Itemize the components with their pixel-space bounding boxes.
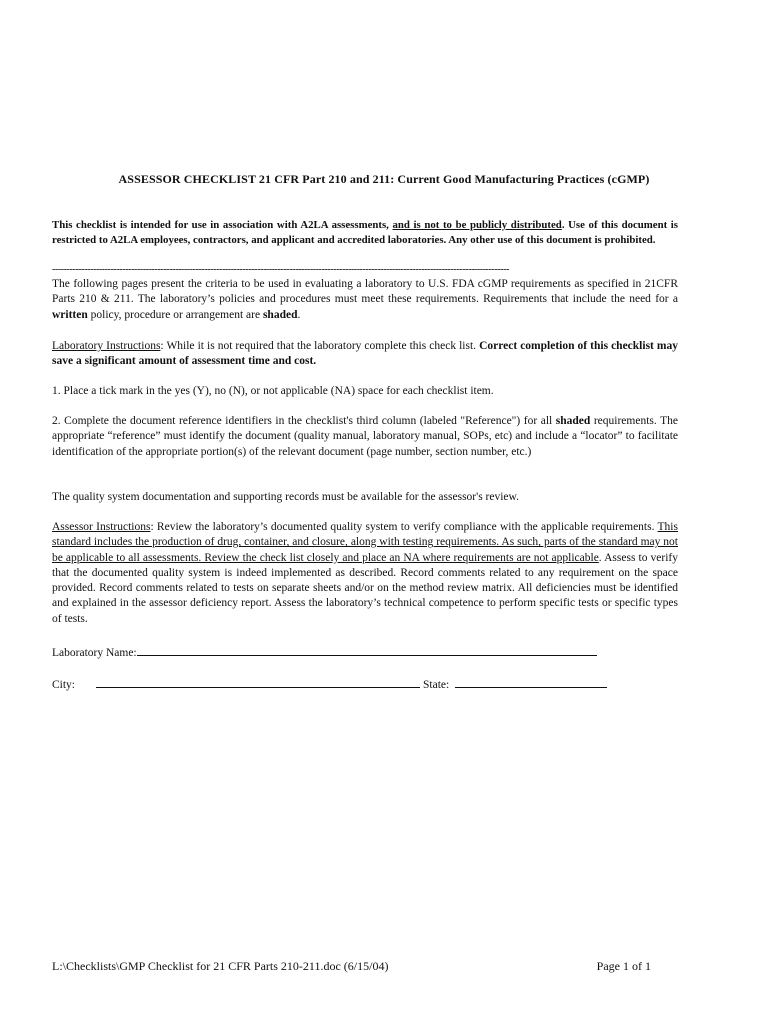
assessor-instructions-heading: Assessor Instructions	[52, 521, 151, 533]
intro-text-2: policy, procedure or arrangement are	[87, 308, 263, 321]
distribution-notice	[52, 218, 678, 249]
notice-text: This checklist is intended for use in association with A2LA assessments,	[52, 219, 393, 231]
instruction-item-1: 1. Place a tick mark in the yes (Y), no (N), or not applicable (NA) space for each checklist item.	[52, 385, 494, 397]
instruction-item-2	[52, 414, 678, 460]
assessor-instructions-text-2: . Assess to verify that the documented quality system is indeed implemented as described. Record comments related to any requirement on the space provided. Record comments related to tests on separate sheets and/or on the method review matrix. All deficiencies must be identified and explained in the assessor deficiency report. Assess the laboratory’s technical competence to perform specific tests or specific types of tests.	[52, 551, 678, 625]
footer-file-path: L:\Checklists\GMP Checklist for 21 CFR Parts 210-211.doc (6/15/04)	[52, 959, 389, 973]
records-note: The quality system documentation and supporting records must be available for the assessor's review.	[52, 491, 519, 503]
intro-text: The following pages present the criteria to be used in evaluating a laboratory to U.S. FDA cGMP requirements as specified in 21CFR Parts 210 & 211. The laboratory’s policies and procedures must meet these requirements. Requirements that include the need for a	[52, 278, 678, 306]
city-field[interactable]	[96, 675, 420, 688]
intro-paragraph	[52, 277, 678, 323]
lab-name-field[interactable]	[137, 643, 597, 656]
lab-instructions-bold: Correct completion of this checklist may save a significant amount of assessment time and cost.	[52, 340, 678, 368]
state-field[interactable]	[455, 675, 607, 688]
item2-bold-shaded: shaded	[555, 415, 591, 427]
item2-text: 2. Complete the document reference identifiers in the checklist's third column (labeled "Reference") for all	[52, 415, 556, 427]
lab-name-label: Laboratory Name:	[52, 647, 137, 659]
lab-instructions-paragraph	[52, 339, 678, 370]
intro-bold-written: written	[52, 308, 88, 321]
intro-bold-shaded: shaded	[262, 308, 298, 321]
assessor-instructions-paragraph	[52, 520, 678, 627]
city-label: City:	[52, 679, 76, 691]
footer-page-number: Page 1 of 1	[596, 959, 651, 973]
lab-name-row	[52, 643, 597, 661]
notice-underlined-text: and is not to be publicly distributed	[392, 219, 562, 231]
document-title: ASSESSOR CHECKLIST 21 CFR Part 210 and 211: Current Good Manufacturing Practices (cGMP)	[118, 172, 650, 186]
item2-text-2: requirements. The appropriate “reference” must identify the document (quality manual, laboratory manual, SOPs, etc) and include a “locator” to facilitate identification of the appropriate portion(s) of the relevant document (page number, section number, etc.)	[52, 415, 678, 458]
state-label: State:	[423, 679, 450, 691]
city-state-row	[52, 675, 607, 693]
intro-text-3: .	[297, 308, 301, 321]
lab-instructions-text: : While it is not required that the laboratory complete this check list.	[160, 340, 480, 352]
assessor-instructions-text: : Review the laboratory’s documented quality system to verify compliance with the applicable requirements.	[150, 521, 658, 533]
notice-text-continued: . Use of this document is restricted to A2LA employees, contractors, and applicant and accredited laboratories. Any other use of this document is prohibited.	[52, 219, 678, 247]
assessor-instructions-underlined: This standard includes the production of drug, container, and closure, along with testing requirements. As such, parts of the standard may not be applicable to all assessments. Review the check list closely and place an NA where requirements are not applicable	[52, 521, 678, 564]
lab-instructions-heading: Laboratory Instructions	[52, 340, 161, 352]
separator-line: ------------------------------------------------------------------------------------------------------------------------------------------------------------	[52, 264, 510, 275]
